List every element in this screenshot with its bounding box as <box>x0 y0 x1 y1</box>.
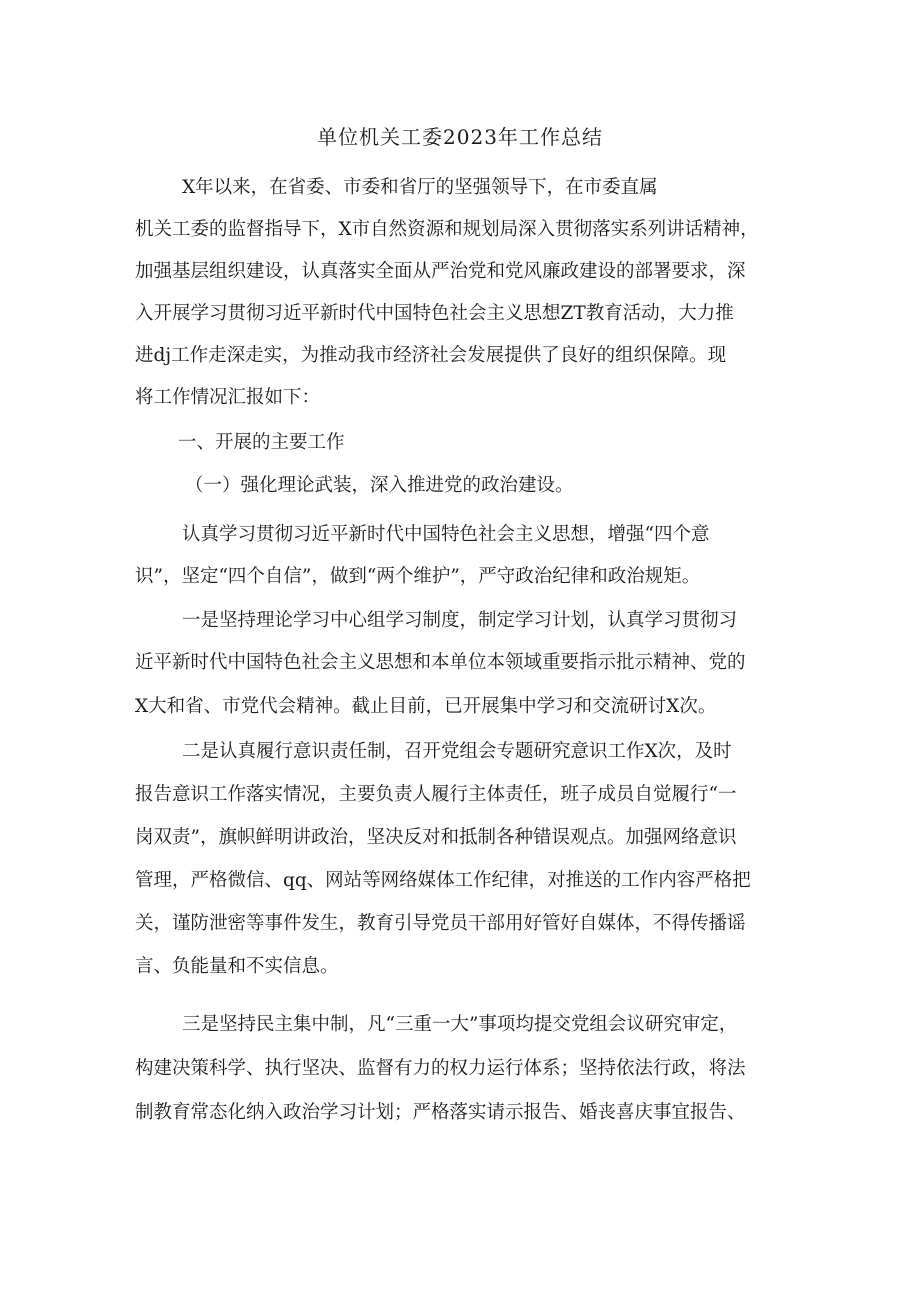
text-line: 关，谨防泄密等事件发生，教育引导党员干部用好管好自媒体，不得传播谣 <box>135 913 746 934</box>
text-line: 识”，坚定“四个自信”，做到“两个维护”，严守政治纪律和政治规矩。 <box>135 566 701 587</box>
text-line: 报告意识工作落实情况，主要负责人履行主体责任，班子成员自觉履行“一 <box>135 784 737 805</box>
text-line: 管理，严格微信、qq、网站等网络媒体工作纪律，对推送的工作内容严格把 <box>135 870 751 891</box>
text-line: 入开展学习贯彻习近平新时代中国特色社会主义思想ZT教育活动，大力推 <box>135 303 734 324</box>
text-line: 二是认真履行意识责任制，召开党组会专题研究意识工作X次，及时 <box>182 741 732 762</box>
text-line: 构建决策科学、执行坚决、监督有力的权力运行体系；坚持依法行政，将法 <box>135 1058 746 1079</box>
subsection-heading: （一）强化理论武装，深入推进党的政治建设。 <box>185 475 574 496</box>
text-line: 加强基层组织建设，认真落实全面从严治党和党风廉政建设的部署要求，深 <box>135 261 746 282</box>
text-line: 岗双责”，旗帜鲜明讲政治，坚决反对和抵制各种错误观点。加强网络意识 <box>135 827 737 848</box>
document-title: 单位机关工委2023年工作总结 <box>317 125 603 149</box>
text-line: 机关工委的监督指导下，X市自然资源和规划局深入贯彻落实系列讲话精神， <box>135 219 759 240</box>
text-line: X大和省、市党代会精神。截止目前，已开展集中学习和交流研讨X次。 <box>135 696 717 717</box>
text-line: X年以来，在省委、市委和省厅的坚强领导下，在市委直属 <box>182 177 658 198</box>
text-line: 认真学习贯彻习近平新时代中国特色社会主义思想，增强“四个意 <box>182 524 710 545</box>
text-line: 言、负能量和不实信息。 <box>135 956 339 977</box>
text-line: 制教育常态化纳入政治学习计划；严格落实请示报告、婚丧喜庆事宜报告、 <box>135 1102 746 1123</box>
text-line: 三是坚持民主集中制，凡“三重一大”事项均提交党组会议研究审定， <box>182 1014 738 1035</box>
text-line: 将工作情况汇报如下： <box>135 387 321 408</box>
text-line: 一是坚持理论学习中心组学习制度，制定学习计划，认真学习贯彻习 <box>182 610 738 631</box>
text-line: 进dj工作走深走实，为推动我市经济社会发展提供了良好的组织保障。现 <box>135 345 727 366</box>
text-line: 近平新时代中国特色社会主义思想和本单位本领域重要指示批示精神、党的 <box>135 652 746 673</box>
section-heading: 一、开展的主要工作 <box>178 432 345 453</box>
